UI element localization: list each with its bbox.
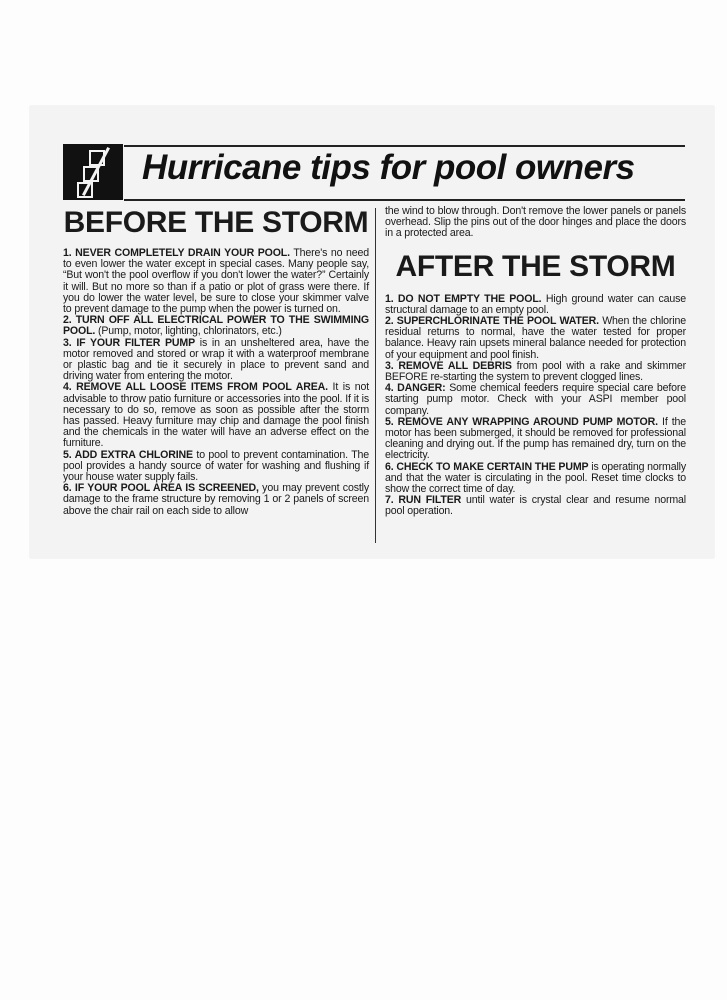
item-text: you may prevent costly damage to the frame structure by removing 1 or 2 panels of screen above the chair rail on each side to allow bbox=[63, 482, 369, 517]
item-text: There's no need to even lower the water except in special cases. Many people say, “But won't the pool overflow if you don't lower the water?” Certainly it will. But no more so than if a patio or plot of grass were there. If you do lower the water level, be sure to close your skimmer valve to prevent damage to the pump when the power is turned on. bbox=[63, 247, 369, 316]
item-lead: 5. ADD EXTRA CHLORINE bbox=[63, 448, 193, 461]
after-storm-heading: AFTER THE STORM bbox=[395, 249, 676, 283]
item-lead: 5. REMOVE ANY WRAPPING AROUND PUMP MOTOR. bbox=[385, 415, 658, 428]
item-text: Some chemical feeders require special care before starting pump motor. Check with your ASPI member pool company. bbox=[385, 382, 686, 417]
before-item-5 bbox=[63, 450, 369, 484]
before-item-3 bbox=[63, 338, 369, 383]
before-item-2 bbox=[63, 315, 369, 337]
item-text: If the motor has been submerged, it should be removed for professional cleaning and drying out. If the pump has remained dry, turn on the electricity. bbox=[385, 415, 687, 462]
item-text: is in an unsheltered area, have the motor removed and stored or wrap it with a waterproof membrane or plastic bag and tie it securely in place to prevent sand and driving water from entering the motor. bbox=[63, 336, 369, 383]
after-item-7 bbox=[385, 495, 686, 517]
item-lead: 2. SUPERCHLORINATE THE POOL WATER. bbox=[385, 315, 599, 328]
item-lead: 3. IF YOUR FILTER PUMP bbox=[63, 336, 195, 349]
after-item-2 bbox=[385, 316, 686, 361]
item-lead: 2. TURN OFF ALL ELECTRICAL POWER TO THE SWIMMING POOL. bbox=[63, 314, 369, 338]
after-storm-column bbox=[385, 206, 686, 518]
pool-ladder-logo-icon bbox=[63, 144, 123, 200]
before-storm-heading: BEFORE THE STORM bbox=[63, 206, 369, 239]
after-item-6 bbox=[385, 462, 686, 496]
item-text: High ground water can cause structural damage to an empty pool. bbox=[385, 292, 686, 316]
title-rule-bottom bbox=[124, 199, 685, 201]
before-storm-column bbox=[63, 206, 369, 517]
before-item-1 bbox=[63, 248, 369, 315]
item-lead: 6. IF YOUR POOL AREA IS SCREENED, bbox=[63, 482, 259, 495]
item-lead: 3. REMOVE ALL DEBRIS bbox=[385, 359, 512, 372]
item-lead: 1. NEVER COMPLETELY DRAIN YOUR POOL. bbox=[63, 247, 290, 259]
item-text: It is not advisable to throw patio furniture or accessories into the pool. If it is necessary to do so, remove as soon as possible after the storm has passed. Heavy furniture may chip and damage the pool finish and the chemicals in the water will have an adverse effect on the furniture. bbox=[63, 381, 369, 450]
before-item-6 bbox=[63, 483, 369, 517]
title-rule-top bbox=[124, 145, 685, 147]
item-text: to pool to prevent contamination. The pool provides a handy source of water for washing and flushing if your house water supply fails. bbox=[63, 448, 369, 484]
item-text: from pool with a rake and skimmer BEFORE re-starting the system to prevent clogged lines. bbox=[385, 359, 686, 384]
after-item-5 bbox=[385, 417, 686, 462]
item-lead: 6. CHECK TO MAKE CERTAIN THE PUMP bbox=[385, 460, 589, 473]
item-lead: 7. RUN FILTER bbox=[385, 494, 462, 507]
before-item-6-continuation: the wind to blow through. Don't remove the lower panels or panels overhead. Slip the pins out of the door hinges and place the doors in a protected area. bbox=[385, 205, 686, 240]
article-title: Hurricane tips for pool owners bbox=[142, 148, 635, 187]
column-divider bbox=[375, 208, 376, 543]
item-lead: 4. REMOVE ALL LOOSE ITEMS FROM POOL AREA. bbox=[63, 381, 328, 394]
item-lead: 4. DANGER: bbox=[385, 382, 446, 395]
item-text: (Pump, motor, lighting, chlorinators, etc.) bbox=[95, 325, 282, 338]
item-text: When the chlorine residual returns to normal, have the water tested for proper balance. Heavy rain upsets mineral balance needed for protection of your equipment and pool finish. bbox=[385, 315, 686, 361]
item-text: is operating normally and that the water is circulating in the pool. Reset time clocks to show the correct time of day. bbox=[385, 460, 687, 496]
after-item-1 bbox=[385, 294, 686, 316]
after-item-3 bbox=[385, 361, 686, 383]
before-item-4 bbox=[63, 382, 369, 449]
item-text: until water is crystal clear and resume normal pool operation. bbox=[385, 494, 686, 518]
after-item-4 bbox=[385, 383, 686, 417]
item-lead: 1. DO NOT EMPTY THE POOL. bbox=[385, 292, 542, 305]
